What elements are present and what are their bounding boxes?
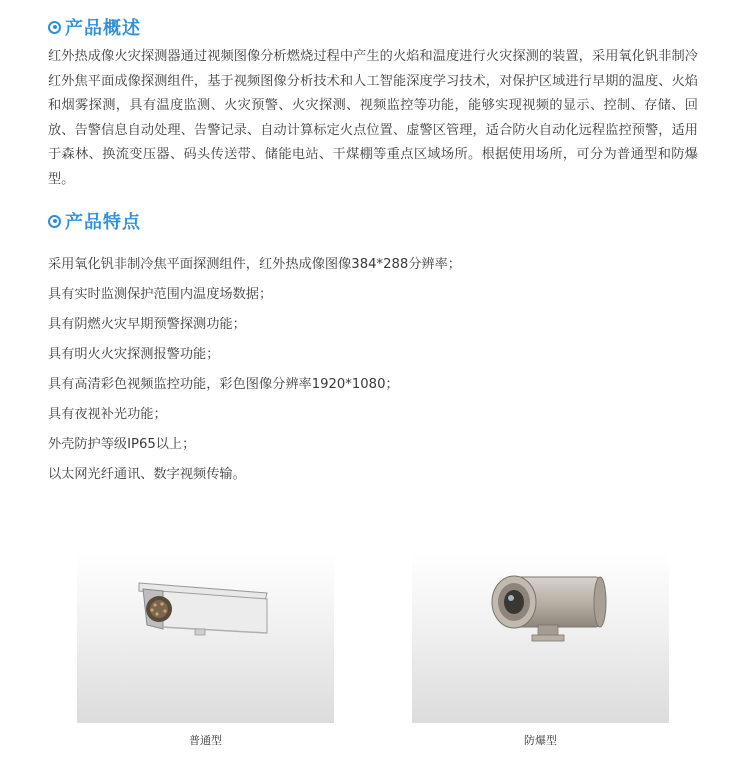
explosion-proof-type-caption: 防爆型	[524, 734, 557, 747]
feature-item: 外壳防护等级IP65以上；	[48, 437, 196, 452]
standard-type-caption: 普通型	[189, 734, 222, 747]
feature-item: 具有实时监测保护范围内温度场数据；	[48, 287, 273, 302]
feature-item: 采用氧化钒非制冷焦平面探测组件，红外热成像图像384*288分辨率；	[48, 257, 461, 272]
features-title-text: 产品特点	[65, 212, 141, 233]
feature-item: 具有夜视补光功能；	[48, 407, 167, 422]
standard-camera-image	[77, 505, 334, 723]
bullseye-icon	[48, 21, 61, 34]
features-section-title	[48, 208, 141, 234]
feature-item: 具有高清彩色视频监控功能，彩色图像分辨率1920*1080；	[48, 377, 399, 392]
feature-item: 具有阴燃火灾早期预警探测功能；	[48, 317, 246, 332]
feature-item: 具有明火火灾探测报警功能；	[48, 347, 220, 362]
feature-list	[48, 250, 461, 490]
overview-paragraph: 红外热成像火灾探测器通过视频图像分析燃烧过程中产生的火焰和温度进行火灾探测的装置，采用氧化钒非制冷红外焦平面成像探测组件，基于视频图像分析技术和人工智能深度学习技术，对保护区域进行早期的温度、火焰和烟雾探测，具有温度监测、火灾预警、火灾探测、视频监控等功能，能够实现视频的显示、控制、存储、回放、告警信息自动处理、告警记录、自动计算标定火点位置、虚警区管理，适合防火自动化远程监控预警，适用于森林、换流变压器、码头传送带、储能电站、干煤棚等重点区域场所。根据使用场所，可分为普通型和防爆型。	[48, 49, 698, 187]
overview-title-text: 产品概述	[65, 18, 141, 39]
explosion-proof-camera-image	[412, 505, 669, 723]
bullseye-icon	[48, 215, 61, 228]
overview-section-title	[48, 14, 141, 40]
feature-item: 以太网光纤通讯、数字视频传输。	[48, 467, 246, 482]
